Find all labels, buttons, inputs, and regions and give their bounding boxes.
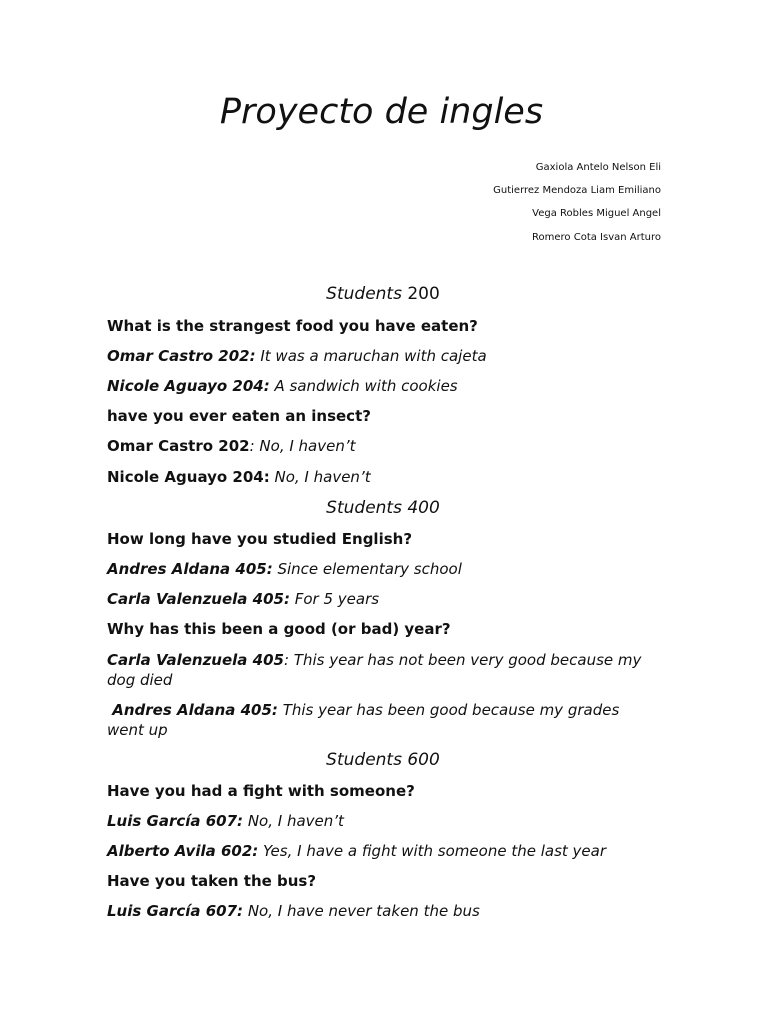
student-name: Carla Valenzuela 405:	[107, 590, 290, 608]
author-name: Vega Robles Miguel Angel	[532, 208, 661, 219]
question: Why has this been a good (or bad) year?	[107, 620, 451, 638]
section-heading: Students 400	[326, 498, 440, 518]
question: Have you had a fight with someone?	[107, 782, 415, 800]
answer-text: No, I haven’t	[243, 812, 344, 830]
answer	[107, 468, 371, 486]
section-heading	[0, 284, 766, 304]
document-title: Proyecto de ingles	[219, 92, 544, 132]
answer-text: No, I have never taken the bus	[243, 902, 480, 920]
answer-text: This year has been good because my grades went up	[107, 701, 625, 739]
author-name: Gaxiola Antelo Nelson Eli	[535, 162, 661, 173]
student-name: Carla Valenzuela 405	[107, 651, 284, 669]
answer	[107, 700, 652, 740]
student-name: Nicole Aguayo 204:	[107, 377, 270, 395]
question: How long have you studied English?	[107, 530, 413, 548]
author-name: Romero Cota Isvan Arturo	[532, 232, 661, 243]
answer-text: For 5 years	[289, 590, 380, 608]
student-name: Nicole Aguayo 204:	[107, 468, 270, 486]
section-heading: Students 600	[326, 750, 440, 770]
answer-text: It was a maruchan with cajeta	[255, 347, 487, 365]
student-name: Luis García 607:	[107, 902, 244, 920]
answer	[107, 842, 606, 860]
answer	[107, 377, 458, 395]
student-name: Omar Castro 202:	[107, 347, 256, 365]
student-name: Andres Aldana 405:	[107, 560, 273, 578]
answer	[107, 347, 487, 365]
answer-text: : This year has not been very good because my dog died	[107, 651, 642, 689]
question: What is the strangest food you have eaten?	[107, 317, 478, 335]
student-name: Luis García 607:	[107, 812, 244, 830]
question: have you ever eaten an insect?	[107, 407, 371, 425]
section-heading-number: 200	[407, 284, 440, 304]
student-name: Omar Castro 202	[107, 437, 250, 455]
answer	[107, 437, 356, 455]
answer-text: Yes, I have a fight with someone the last year	[258, 842, 606, 860]
answer	[107, 590, 379, 608]
answer-text: Since elementary school	[272, 560, 462, 578]
question: Have you taken the bus?	[107, 872, 317, 890]
author-name: Gutierrez Mendoza Liam Emiliano	[493, 185, 661, 196]
student-name: Andres Aldana 405:	[107, 701, 278, 719]
answer	[107, 650, 652, 690]
student-name: Alberto Avila 602:	[107, 842, 259, 860]
answer	[107, 812, 344, 830]
answer-text: : No, I haven’t	[249, 437, 356, 455]
answer	[107, 902, 480, 920]
answer-text: A sandwich with cookies	[269, 377, 458, 395]
section-heading-word: Students	[326, 284, 402, 304]
answer-text: No, I haven’t	[269, 468, 371, 486]
answer	[107, 560, 462, 578]
